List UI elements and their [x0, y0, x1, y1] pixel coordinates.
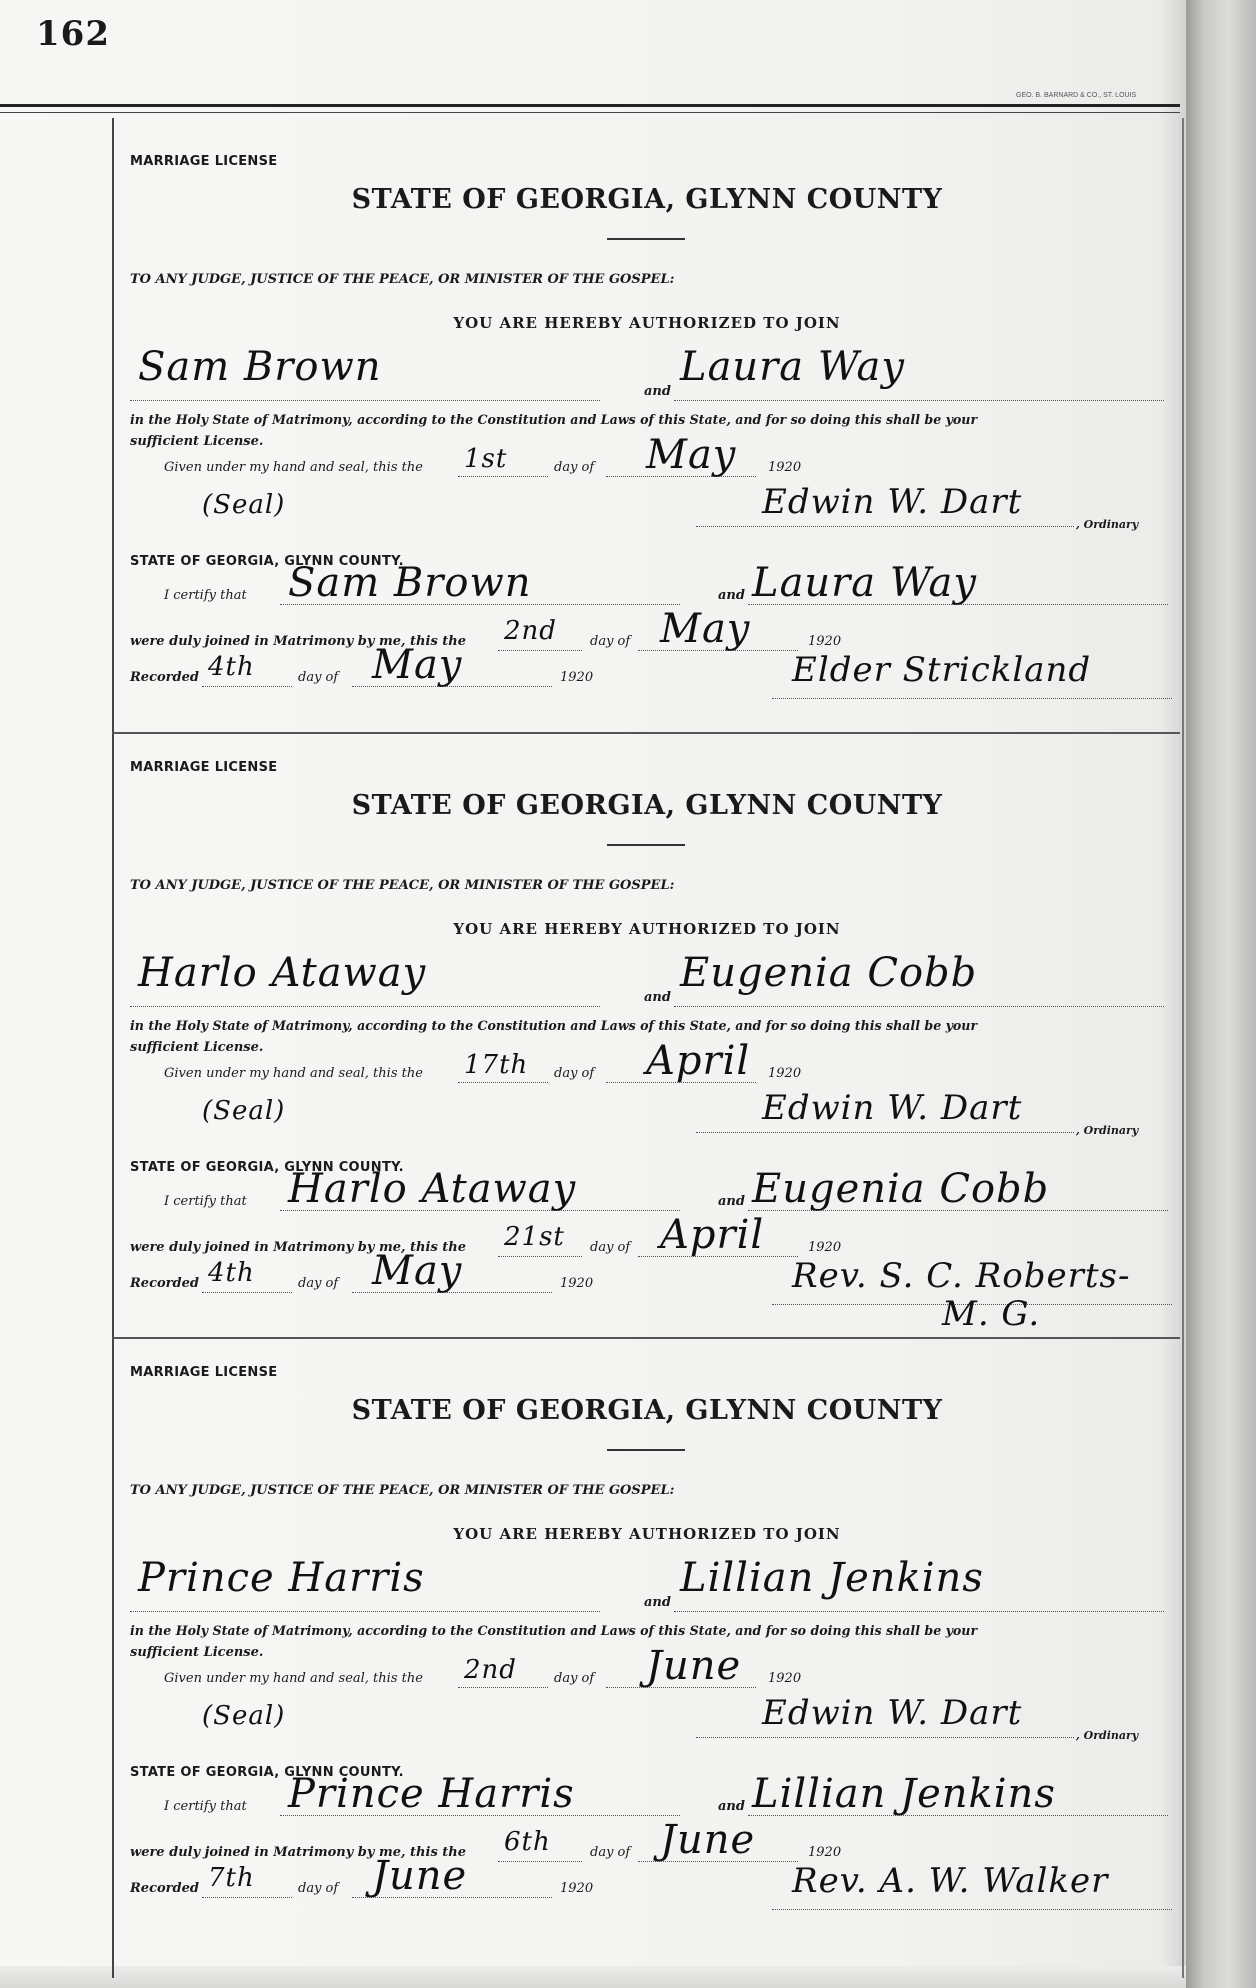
recorded-month-line: [352, 686, 552, 687]
matrimony-text: in the Holy State of Matrimony, according to the Constitution and Laws of this State, and for so doing this shall be your: [130, 1018, 978, 1033]
groom-line: [130, 400, 600, 401]
recorded-month: May: [372, 642, 463, 688]
license-address: TO ANY JUDGE, JUSTICE OF THE PEACE, OR MINISTER OF THE GOSPEL:: [130, 1483, 675, 1498]
married-year: 1920: [808, 1845, 842, 1860]
married-month-line: [638, 1256, 798, 1257]
certify-label: I certify that: [164, 1194, 247, 1209]
recorded-month-line: [352, 1897, 552, 1898]
day-of-label: day of: [554, 460, 595, 475]
license-year: 1920: [768, 460, 802, 475]
page-bottom-edge: [0, 1966, 1186, 1988]
ordinary-label: , Ordinary: [1076, 1729, 1139, 1742]
groom-name: Harlo Ataway: [138, 950, 427, 996]
recorded-label: Recorded: [130, 670, 199, 685]
day-of-label: day of: [298, 670, 339, 685]
bride-name: Eugenia Cobb: [680, 950, 978, 996]
title-rule: [607, 238, 685, 240]
matrimony-text: in the Holy State of Matrimony, according to the Constitution and Laws of this State, and for so doing this shall be your: [130, 412, 978, 427]
license-label: MARRIAGE LICENSE: [130, 1365, 278, 1380]
license-month-line: [606, 1687, 756, 1688]
printer-imprint: GEO. B. BARNARD & CO., ST. LOUIS: [1016, 92, 1137, 99]
sufficient-license: sufficient License.: [130, 434, 264, 449]
license-month-line: [606, 476, 756, 477]
certified-bride-line: [748, 604, 1168, 605]
license-address: TO ANY JUDGE, JUSTICE OF THE PEACE, OR MINISTER OF THE GOSPEL:: [130, 878, 675, 893]
recorded-day: 4th: [208, 1258, 255, 1288]
marriage-license-record: [112, 1337, 1182, 1943]
license-day: 1st: [464, 444, 508, 474]
recorded-month: May: [372, 1248, 463, 1294]
license-label: MARRIAGE LICENSE: [130, 154, 278, 169]
duly-joined-label: were duly joined in Matrimony by me, this the: [130, 1240, 467, 1255]
recorded-day-line: [202, 1897, 292, 1898]
license-day-line: [458, 1082, 548, 1083]
book-binding: [1186, 0, 1256, 1988]
authorized-heading: YOU ARE HEREBY AUTHORIZED TO JOIN: [453, 314, 841, 332]
day-of-label: day of: [554, 1671, 595, 1686]
license-title: STATE OF GEORGIA, GLYNN COUNTY: [351, 1395, 943, 1426]
ordinary-signature: Edwin W. Dart: [762, 1693, 1023, 1733]
matrimony-text: in the Holy State of Matrimony, according to the Constitution and Laws of this State, and for so doing this shall be your: [130, 1623, 978, 1638]
license-month: June: [646, 1643, 742, 1689]
bride-line: [674, 1006, 1164, 1007]
certified-bride-line: [748, 1815, 1168, 1816]
certified-groom-line: [280, 604, 680, 605]
license-day: 17th: [464, 1050, 529, 1080]
license-title: STATE OF GEORGIA, GLYNN COUNTY: [351, 184, 943, 215]
right-margin-rule: [1182, 118, 1184, 1978]
day-of-label: day of: [554, 1066, 595, 1081]
bride-line: [674, 400, 1164, 401]
officiant-title: M. G.: [942, 1294, 1041, 1334]
license-month: April: [646, 1038, 751, 1084]
given-under-label: Given under my hand and seal, this the: [164, 1671, 423, 1686]
license-year: 1920: [768, 1671, 802, 1686]
groom-line: [130, 1006, 600, 1007]
married-year: 1920: [808, 634, 842, 649]
title-rule: [607, 844, 685, 846]
and-label: and: [718, 1194, 745, 1209]
day-of-label: day of: [590, 1845, 631, 1860]
and-label: and: [644, 990, 671, 1005]
certificate-header: STATE OF GEORGIA, GLYNN COUNTY.: [130, 1160, 404, 1175]
married-day-line: [498, 1256, 582, 1257]
license-label: MARRIAGE LICENSE: [130, 760, 278, 775]
page-number: 162: [36, 14, 110, 54]
groom-name: Prince Harris: [138, 1555, 425, 1601]
and-label: and: [718, 1799, 745, 1814]
recorded-label: Recorded: [130, 1276, 199, 1291]
marriage-license-record: [112, 126, 1182, 732]
certified-groom-line: [280, 1210, 680, 1211]
certified-bride: Laura Way: [752, 560, 977, 606]
recorded-year: 1920: [560, 1881, 594, 1896]
recorded-day: 4th: [208, 652, 255, 682]
married-day-line: [498, 650, 582, 651]
married-month: April: [660, 1212, 765, 1258]
married-day: 21st: [504, 1222, 565, 1252]
given-under-label: Given under my hand and seal, this the: [164, 1066, 423, 1081]
day-of-label: day of: [298, 1881, 339, 1896]
license-day-line: [458, 1687, 548, 1688]
duly-joined-label: were duly joined in Matrimony by me, this the: [130, 634, 467, 649]
ordinary-label: , Ordinary: [1076, 518, 1139, 531]
officiant-signature: Rev. A. W. Walker: [792, 1861, 1109, 1901]
license-title: STATE OF GEORGIA, GLYNN COUNTY: [351, 790, 943, 821]
and-label: and: [644, 384, 671, 399]
certified-groom: Sam Brown: [288, 560, 532, 606]
married-day: 6th: [504, 1827, 551, 1857]
seal: (Seal): [202, 1096, 286, 1126]
recorded-year: 1920: [560, 670, 594, 685]
marriage-license-record: [112, 732, 1182, 1338]
bride-name: Laura Way: [680, 344, 905, 390]
recorded-day-line: [202, 1292, 292, 1293]
married-month: June: [660, 1817, 756, 1863]
certified-groom: Prince Harris: [288, 1771, 575, 1817]
groom-name: Sam Brown: [138, 344, 382, 390]
recorded-year: 1920: [560, 1276, 594, 1291]
bride-name: Lillian Jenkins: [680, 1555, 984, 1601]
officiant-line: [772, 1909, 1172, 1910]
authorized-heading: YOU ARE HEREBY AUTHORIZED TO JOIN: [453, 920, 841, 938]
given-under-label: Given under my hand and seal, this the: [164, 460, 423, 475]
officiant-signature: Elder Strickland: [792, 650, 1092, 690]
married-day: 2nd: [504, 616, 557, 646]
license-address: TO ANY JUDGE, JUSTICE OF THE PEACE, OR MINISTER OF THE GOSPEL:: [130, 272, 675, 287]
recorded-day: 7th: [208, 1863, 255, 1893]
certificate-header: STATE OF GEORGIA, GLYNN COUNTY.: [130, 1765, 404, 1780]
officiant-line: [772, 698, 1172, 699]
officiant-signature: Rev. S. C. Roberts-: [792, 1256, 1131, 1296]
recorded-day-line: [202, 686, 292, 687]
license-day-line: [458, 476, 548, 477]
recorded-month-line: [352, 1292, 552, 1293]
sufficient-license: sufficient License.: [130, 1645, 264, 1660]
authorized-heading: YOU ARE HEREBY AUTHORIZED TO JOIN: [453, 1525, 841, 1543]
license-day: 2nd: [464, 1655, 517, 1685]
ordinary-line: [696, 526, 1074, 527]
married-month-line: [638, 650, 798, 651]
license-month: May: [646, 432, 737, 478]
and-label: and: [718, 588, 745, 603]
certified-bride: Lillian Jenkins: [752, 1771, 1056, 1817]
certify-label: I certify that: [164, 588, 247, 603]
title-rule: [607, 1449, 685, 1451]
married-month-line: [638, 1861, 798, 1862]
seal: (Seal): [202, 1701, 286, 1731]
recorded-label: Recorded: [130, 1881, 199, 1896]
ordinary-label: , Ordinary: [1076, 1124, 1139, 1137]
bride-line: [674, 1611, 1164, 1612]
certify-label: I certify that: [164, 1799, 247, 1814]
groom-line: [130, 1611, 600, 1612]
header-rule-thin: [0, 112, 1180, 113]
duly-joined-label: were duly joined in Matrimony by me, this the: [130, 1845, 467, 1860]
header-rule: [0, 104, 1180, 107]
day-of-label: day of: [298, 1276, 339, 1291]
license-year: 1920: [768, 1066, 802, 1081]
married-month: May: [660, 606, 751, 652]
day-of-label: day of: [590, 634, 631, 649]
certified-groom: Harlo Ataway: [288, 1166, 577, 1212]
ordinary-signature: Edwin W. Dart: [762, 482, 1023, 522]
day-of-label: day of: [590, 1240, 631, 1255]
certified-bride: Eugenia Cobb: [752, 1166, 1050, 1212]
ordinary-line: [696, 1132, 1074, 1133]
recorded-month: June: [372, 1853, 468, 1899]
sufficient-license: sufficient License.: [130, 1040, 264, 1055]
seal: (Seal): [202, 490, 286, 520]
ordinary-line: [696, 1737, 1074, 1738]
and-label: and: [644, 1595, 671, 1610]
ordinary-signature: Edwin W. Dart: [762, 1088, 1023, 1128]
married-year: 1920: [808, 1240, 842, 1255]
certificate-header: STATE OF GEORGIA, GLYNN COUNTY.: [130, 554, 404, 569]
married-day-line: [498, 1861, 582, 1862]
certified-bride-line: [748, 1210, 1168, 1211]
license-month-line: [606, 1082, 756, 1083]
certified-groom-line: [280, 1815, 680, 1816]
